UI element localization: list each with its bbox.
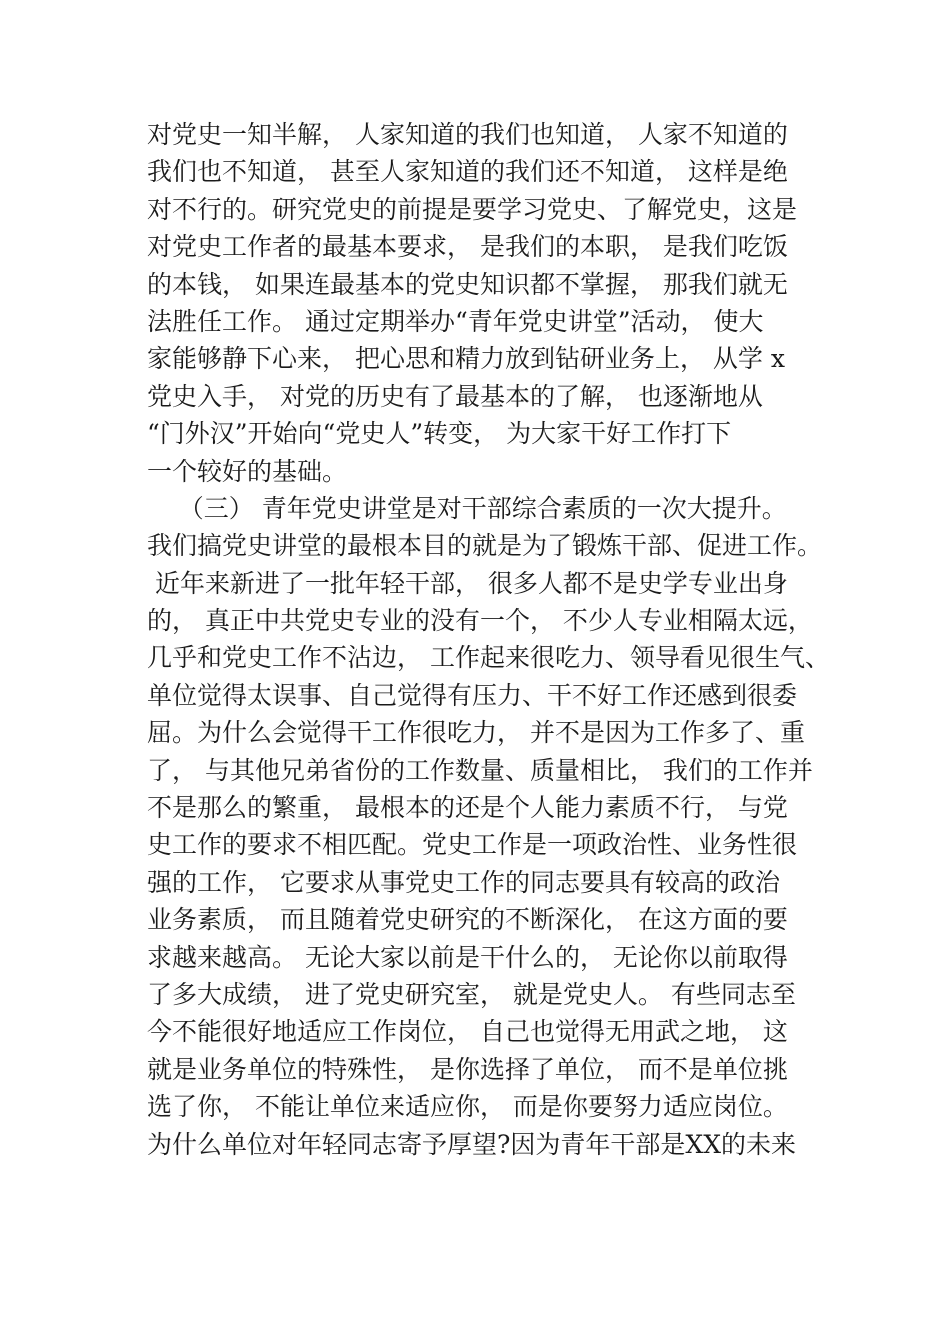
text-line: 了多大成绩， 进了党史研究室， 就是党史人。 有些同志至 [147,979,796,1009]
text-line: 家能够静下心来， 把心思和精力放到钻研业务上， 从学 x [147,344,785,374]
text-line: 为什么单位对年轻同志寄予厚望?因为青年干部是XX的未来 [147,1129,797,1159]
text-line: 业务素质， 而且随着党史研究的不断深化， 在这方面的要 [147,905,788,935]
text-line: 我们搞党史讲堂的最根本目的就是为了锻炼干部、促进工作。 [147,531,823,561]
text-line: 求越来越高。 无论大家以前是干什么的， 无论你以前取得 [147,942,788,972]
text-line: 的本钱， 如果连最基本的党史知识都不掌握， 那我们就无 [147,269,788,299]
text-line: 就是业务单位的特殊性， 是你选择了单位， 而不是单位挑 [147,1054,788,1084]
text-line: 了， 与其他兄弟省份的工作数量、质量相比， 我们的工作并 [147,755,813,785]
document-body-text [147,116,830,1163]
text-line: 对不行的。研究党史的前提是要学习党史、了解党史，这是 [147,194,798,224]
text-line: 近年来新进了一批年轻干部， 很多人都不是史学专业出身 [147,568,788,598]
text-line: 屈。为什么会觉得干工作很吃力， 并不是因为工作多了、重 [147,718,805,748]
text-line: 的， 真正中共党史专业的没有一个， 不少人专业相隔太远， [147,606,813,636]
text-line: 我们也不知道， 甚至人家知道的我们还不知道， 这样是绝 [147,157,788,187]
text-line: 史工作的要求不相匹配。党史工作是一项政治性、业务性很 [147,830,798,860]
text-line: 不是那么的繁重， 最根本的还是个人能力素质不行， 与党 [147,793,788,823]
text-line: 法胜任工作。 通过定期举办“青年党史讲堂”活动， 使大 [147,306,764,336]
text-line: 对党史工作者的最基本要求， 是我们的本职， 是我们吃饭 [147,232,788,262]
text-line: 强的工作， 它要求从事党史工作的同志要具有较高的政治 [147,867,780,897]
section-heading-line: （三） 青年党史讲堂是对干部综合素质的一次大提升。 [147,493,787,523]
text-line: 一个较好的基础。 [147,456,348,486]
text-line: 单位觉得太误事、自己觉得有压力、干不好工作还感到很委 [147,680,798,710]
text-line: 今不能很好地适应工作岗位， 自己也觉得无用武之地， 这 [147,1017,788,1047]
text-line: 几乎和党史工作不沾边， 工作起来很吃力、领导看见很生气、 [147,643,830,673]
text-line: 对党史一知半解， 人家知道的我们也知道， 人家不知道的 [147,120,788,149]
text-line: “门外汉”开始向“党史人”转变， 为大家干好工作打下 [147,419,732,449]
text-line: 党史入手， 对党的历史有了最基本的了解， 也逐渐地从 [147,381,763,411]
text-line: 选了你， 不能让单位来适应你， 而是你要努力适应岗位。 [147,1092,788,1122]
